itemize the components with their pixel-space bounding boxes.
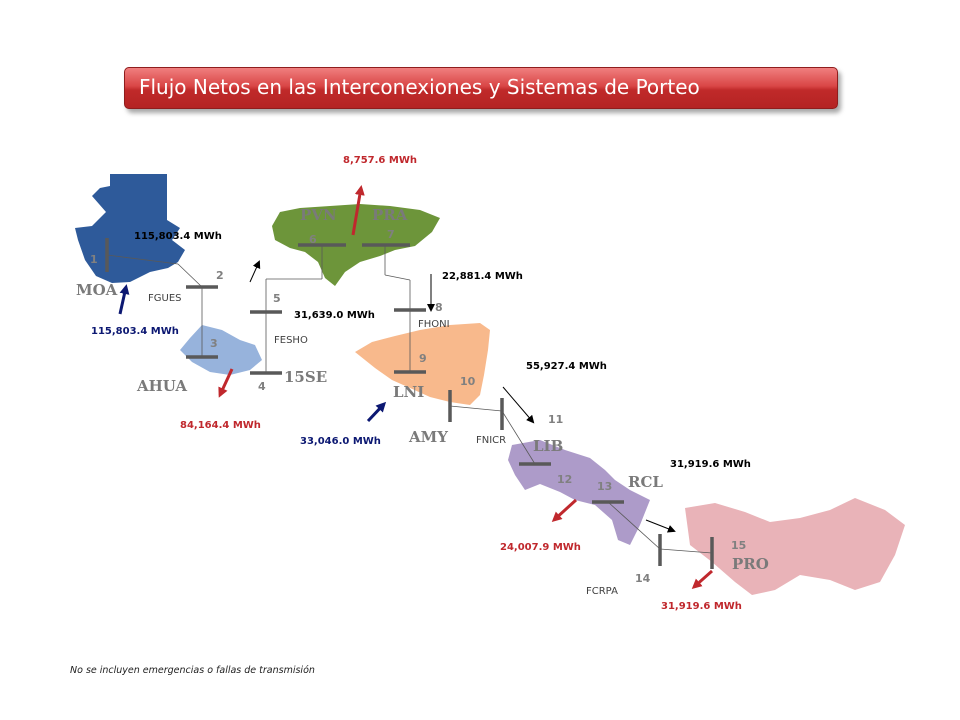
page-title: Flujo Netos en las Interconexiones y Sistemas de Porteo <box>139 75 700 99</box>
node-number: 6 <box>309 233 317 246</box>
guatemala-region <box>75 174 185 283</box>
link-name: FESHO <box>274 335 308 346</box>
node-number: 5 <box>273 292 281 305</box>
system-code: MOA <box>76 281 118 299</box>
flow-arrow-lni-in <box>368 404 384 421</box>
flow-arrow-lib-out <box>554 500 576 520</box>
footnote: No se incluyen emergencias o fallas de transmisión <box>70 665 315 676</box>
flow-arrow-fnicr <box>503 387 533 422</box>
node-number: 2 <box>216 269 224 282</box>
link-name: FCRPA <box>586 586 618 597</box>
flow-value: 84,164.4 MWh <box>180 420 261 431</box>
flow-value: 33,046.0 MWh <box>300 436 381 447</box>
flow-value: 31,919.6 MWh <box>670 459 751 470</box>
link-line-7-8b <box>385 275 410 280</box>
flow-arrow-pro-out <box>694 571 712 587</box>
panama-region <box>685 498 905 595</box>
system-code: 15SE <box>284 368 328 386</box>
flow-arrow-fcrpa <box>646 520 674 531</box>
costa-rica-region <box>508 440 650 545</box>
flow-arrow-15se-up <box>250 262 259 282</box>
flow-value: 24,007.9 MWh <box>500 542 581 553</box>
link-name: FNICR <box>476 435 507 446</box>
node-number: 3 <box>210 337 218 350</box>
node-number: 11 <box>548 413 564 426</box>
node-number: 4 <box>258 380 266 393</box>
system-code: PRO <box>732 555 769 573</box>
node-number: 8 <box>435 301 443 314</box>
flow-value: 115,803.4 MWh <box>91 326 179 337</box>
system-code: AHUA <box>137 377 188 395</box>
node-number: 14 <box>635 572 651 585</box>
link-name: FGUES <box>148 293 182 304</box>
link-line-10-11 <box>450 406 502 411</box>
flow-value: 55,927.4 MWh <box>526 361 607 372</box>
node-number: 9 <box>419 352 427 365</box>
flow-arrow-moa-in <box>120 287 126 314</box>
node-number: 12 <box>557 473 573 486</box>
system-code: PVN <box>300 206 337 224</box>
flow-value: 31,919.6 MWh <box>661 601 742 612</box>
el-salvador-region <box>180 325 262 375</box>
link-name: FHONI <box>418 319 450 330</box>
flow-value: 31,639.0 MWh <box>294 310 375 321</box>
node-number: 13 <box>597 480 613 493</box>
node-number: 1 <box>90 253 98 266</box>
node-number: 7 <box>387 228 395 241</box>
node-number: 10 <box>460 375 476 388</box>
flow-value: 8,757.6 MWh <box>343 155 417 166</box>
node-number: 15 <box>731 539 747 552</box>
system-code: LIB <box>533 437 564 455</box>
flow-value: 115,803.4 MWh <box>134 231 222 242</box>
flow-value: 22,881.4 MWh <box>442 271 523 282</box>
system-code: AMY <box>409 428 448 446</box>
system-code: RCL <box>628 473 663 491</box>
link-line-2-3 <box>178 264 202 287</box>
system-code: LNI <box>393 383 425 401</box>
system-code: PRA <box>372 206 408 224</box>
